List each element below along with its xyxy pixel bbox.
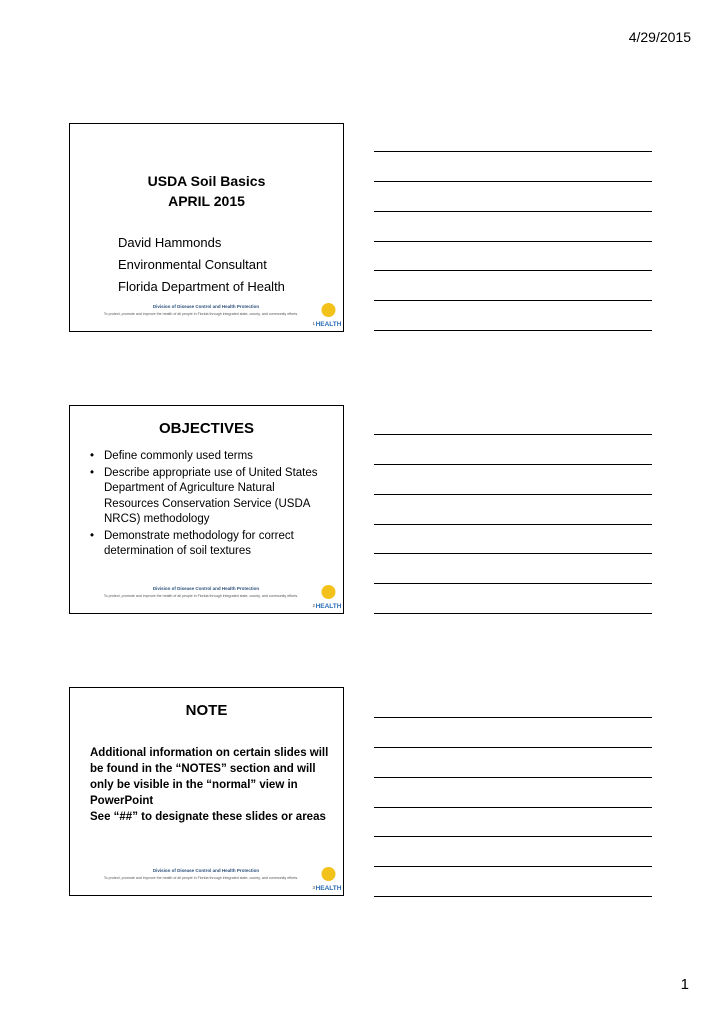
slide-title-line1: USDA Soil Basics (147, 173, 266, 189)
logo-sun-icon (322, 303, 336, 317)
note-line (374, 524, 652, 525)
note-line (374, 300, 652, 301)
bullet-text: Demonstrate methodology for correct determination of soil textures (104, 529, 294, 557)
footer-mission: To protect, promote and improve the health of all people in Florida through integrated state, county, and community efforts. (103, 876, 299, 880)
florida-health-logo (316, 865, 341, 893)
page-number: 1 (680, 976, 689, 993)
note-line (374, 807, 652, 808)
note-line (374, 211, 652, 212)
list-item (90, 529, 330, 560)
list-item (90, 449, 330, 465)
note-line (374, 747, 652, 748)
slide-number: 2 (312, 603, 315, 608)
bullet-icon: • (90, 529, 95, 542)
note-line (374, 613, 652, 614)
note-body (90, 745, 330, 825)
note-paragraph: See “##” to designate these slides or areas (90, 811, 326, 823)
bullet-icon: • (90, 466, 95, 479)
note-line (374, 494, 652, 495)
note-line (374, 583, 652, 584)
note-line (374, 836, 652, 837)
presenter-role: Environmental Consultant (118, 257, 267, 272)
note-line (374, 151, 652, 152)
note-line (374, 181, 652, 182)
logo-text: HEALTH (316, 603, 341, 610)
slide-2 (69, 405, 344, 614)
florida-health-logo (316, 301, 341, 329)
logo-sun-icon (322, 585, 336, 599)
footer-mission: To protect, promote and improve the health of all people in Florida through integrated state, county, and community efforts. (103, 312, 299, 316)
note-line (374, 434, 652, 435)
note-line (374, 777, 652, 778)
slide-title (70, 171, 343, 211)
footer-division: Division of Disease Control and Health Protection (152, 868, 260, 873)
note-line (374, 241, 652, 242)
note-line (374, 553, 652, 554)
note-line (374, 330, 652, 331)
logo-text: HEALTH (316, 885, 341, 892)
page-date: 4/29/2015 (628, 29, 691, 45)
slide-heading: NOTE (185, 702, 228, 719)
bullet-text: Define commonly used terms (104, 450, 253, 462)
slide-number: 1 (312, 321, 315, 326)
slide-title-line2: APRIL 2015 (168, 193, 245, 209)
footer-division: Division of Disease Control and Health Protection (152, 586, 260, 591)
note-line (374, 464, 652, 465)
note-line (374, 270, 652, 271)
footer-mission: To protect, promote and improve the health of all people in Florida through integrated state, county, and community efforts. (103, 594, 299, 598)
bullet-text: Describe appropriate use of United States Department of Agriculture Natural Resources Conservation Service (USDA NRCS) methodology (104, 466, 318, 525)
bullet-icon: • (90, 450, 95, 462)
footer-division: Division of Disease Control and Health Protection (152, 304, 260, 309)
slide-1 (69, 123, 344, 332)
slide-3 (69, 687, 344, 896)
logo-sun-icon (322, 867, 336, 881)
list-item (90, 466, 330, 528)
slide-number: 3 (312, 885, 315, 890)
note-line (374, 896, 652, 897)
florida-health-logo (316, 583, 341, 611)
presenter-block (118, 232, 285, 298)
presenter-name: David Hammonds (118, 235, 222, 250)
slide-heading: OBJECTIVES (158, 420, 255, 437)
note-line (374, 866, 652, 867)
note-line (374, 717, 652, 718)
presenter-org: Florida Department of Health (118, 279, 285, 294)
bullet-list (90, 449, 330, 561)
note-paragraph: Additional information on certain slides will be found in the “NOTES” section and will only be visible in the “normal” view in PowerPoint (90, 747, 329, 807)
logo-text: HEALTH (316, 321, 341, 328)
